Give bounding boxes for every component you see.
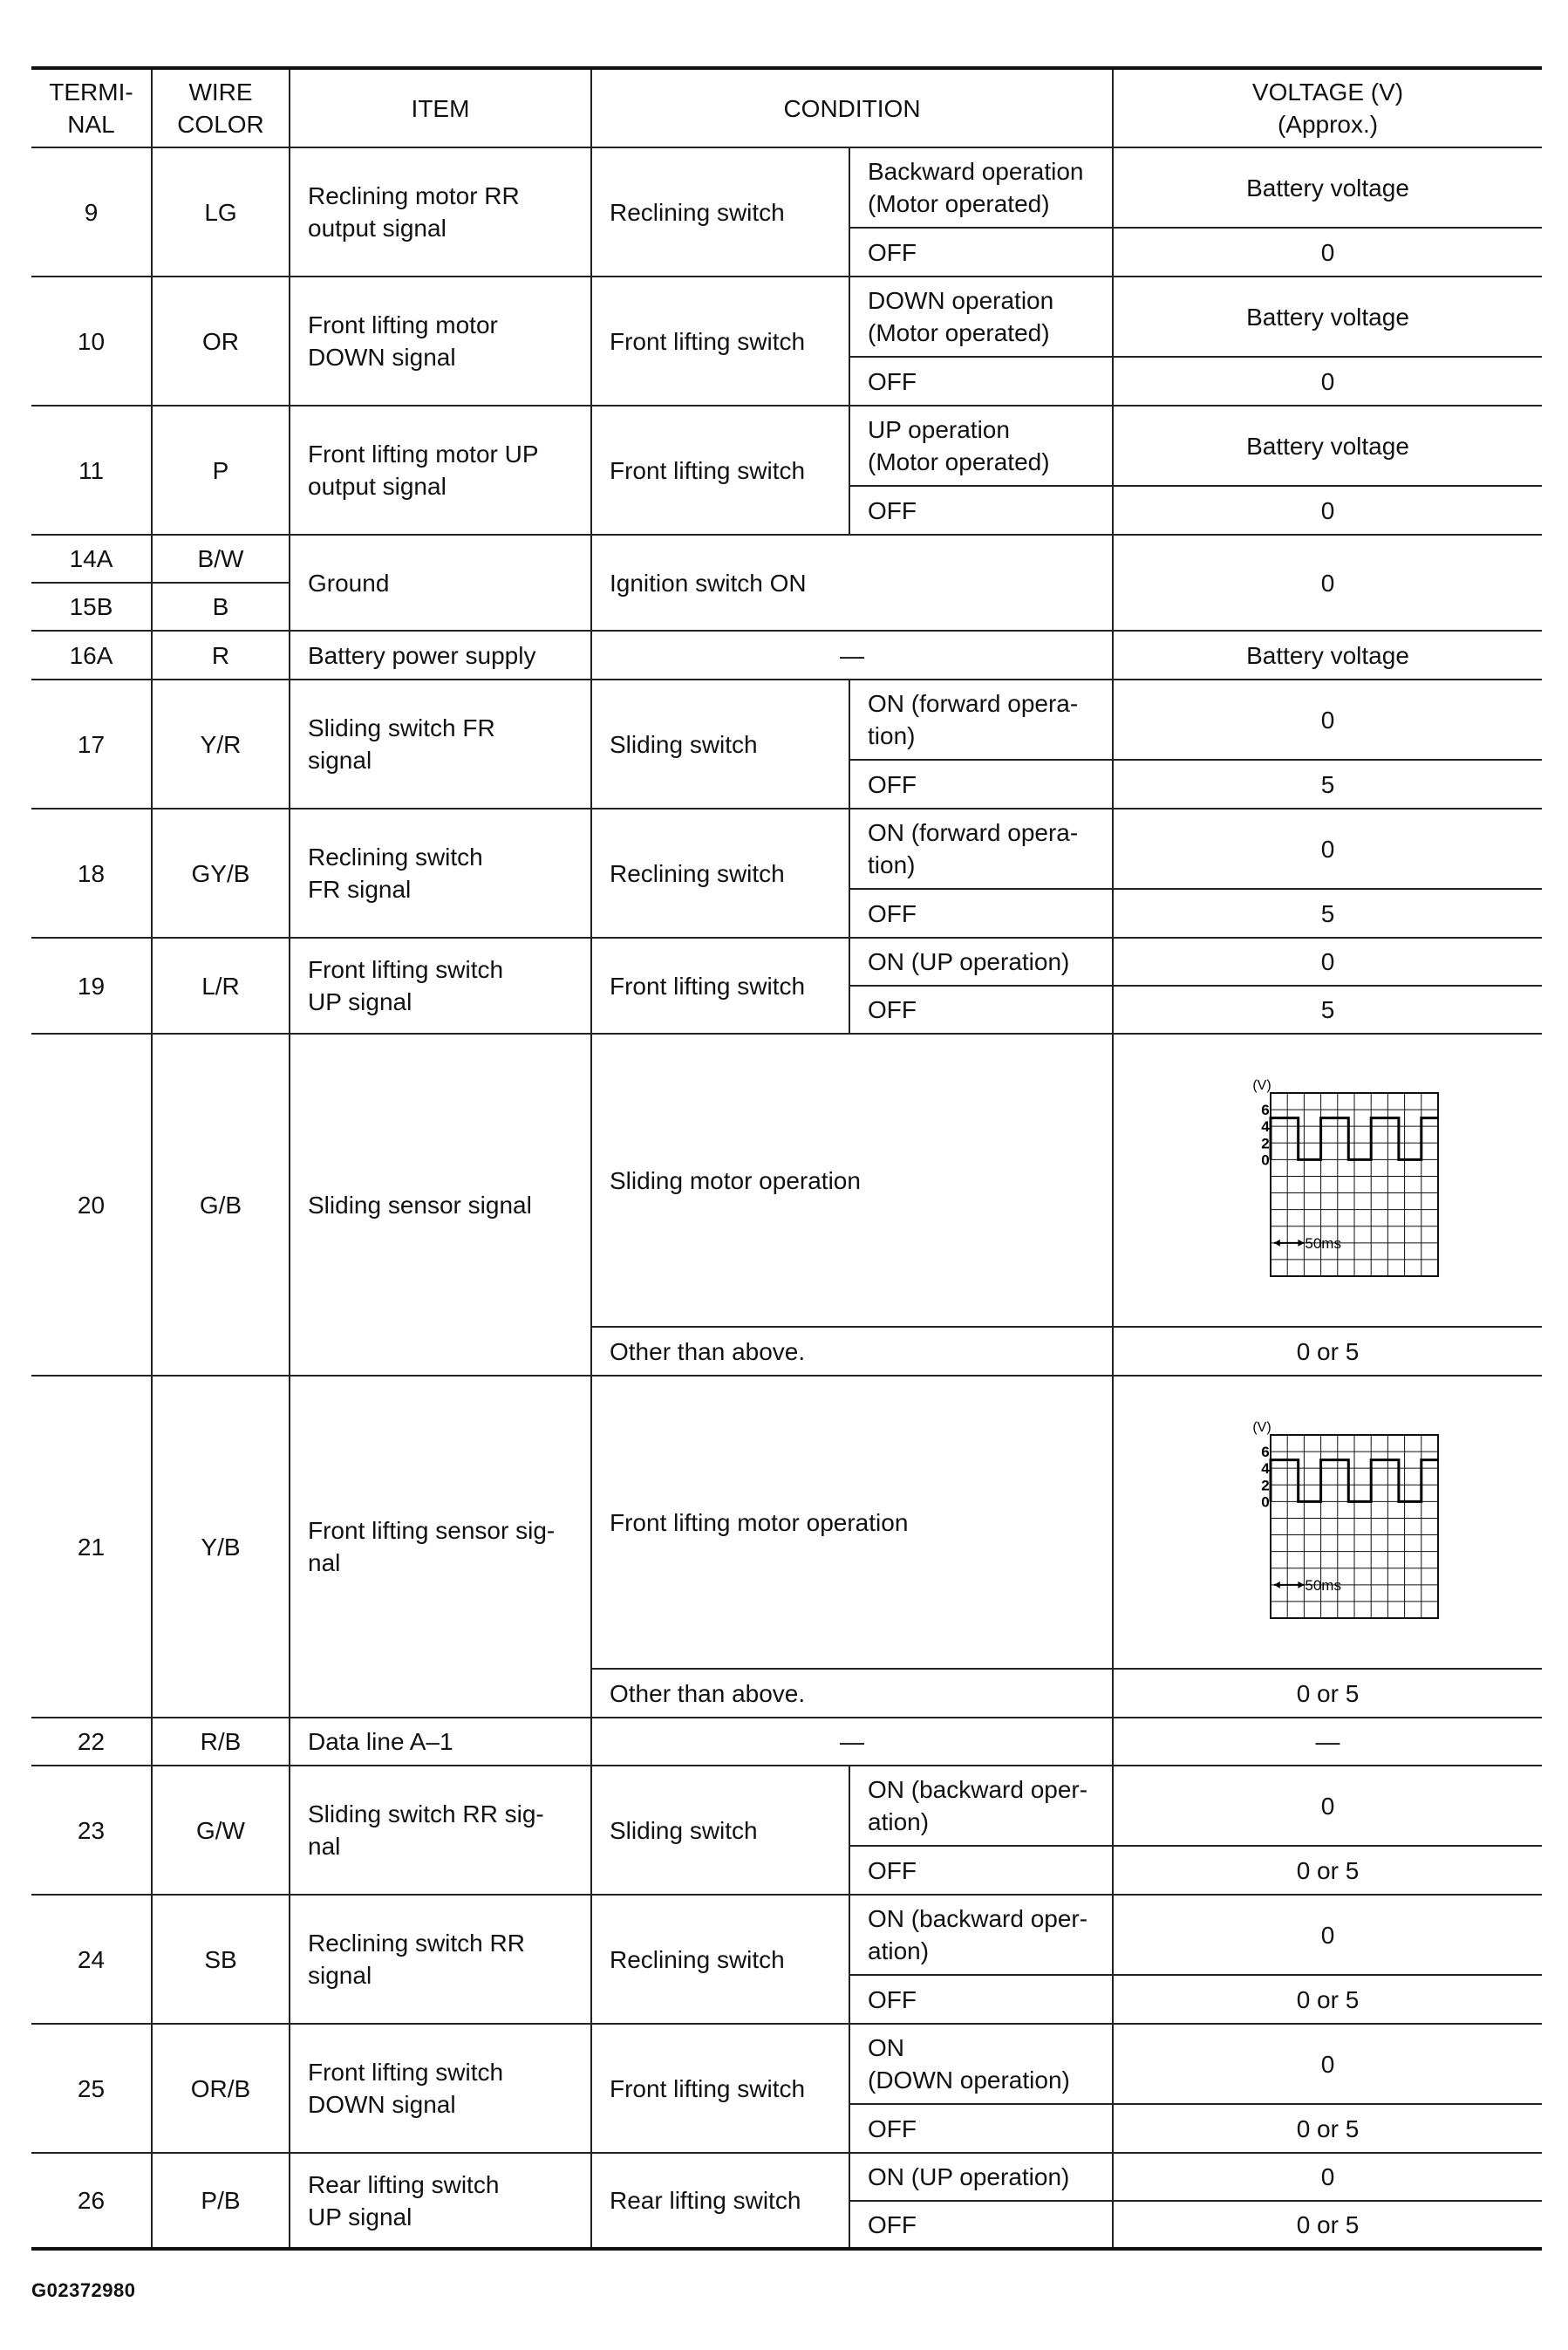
condition-state: Front lifting motor operation <box>591 1376 1113 1669</box>
y-tick-label: 6 <box>1260 1102 1270 1119</box>
terminal-number: 24 <box>31 1895 152 2024</box>
terminal-voltage-table <box>31 66 1542 2251</box>
voltage-value: 0 <box>1113 535 1542 631</box>
header-wire-color: WIRE COLOR <box>152 68 290 147</box>
condition-state: OFF <box>849 1975 1113 2024</box>
condition-switch: Front lifting switch <box>591 938 849 1034</box>
condition-switch: Front lifting switch <box>591 406 849 535</box>
condition-state: OFF <box>849 889 1113 938</box>
condition-switch: Front lifting switch <box>591 2024 849 2153</box>
item-description: Front lifting switch DOWN signal <box>290 2024 591 2153</box>
terminal-number: 26 <box>31 2153 152 2249</box>
table-row <box>31 1718 1542 1766</box>
voltage-value: 5 <box>1113 889 1542 938</box>
terminal-number: 11 <box>31 406 152 535</box>
voltage-value: 5 <box>1113 760 1542 809</box>
terminal-number: 9 <box>31 147 152 277</box>
voltage-value: Battery voltage <box>1113 147 1542 228</box>
condition-state: OFF <box>849 986 1113 1034</box>
voltage-value: 0 <box>1113 809 1542 889</box>
wire-color: G/B <box>152 1034 290 1376</box>
table-row <box>31 680 1542 760</box>
wire-color: R <box>152 631 290 680</box>
header-terminal: TERMI- NAL <box>31 68 152 147</box>
condition-state: Sliding motor operation <box>591 1034 1113 1327</box>
condition-state: — <box>591 1718 1113 1766</box>
voltage-value: 0 <box>1113 1895 1542 1975</box>
condition-state: OFF <box>849 2104 1113 2153</box>
voltage-value: 0 or 5 <box>1113 1327 1542 1376</box>
sliding-sensor-waveform <box>1197 1076 1459 1285</box>
table-row <box>31 406 1542 486</box>
item-description: Rear lifting switch UP signal <box>290 2153 591 2249</box>
item-description: Ground <box>290 535 591 631</box>
voltage-value: 0 <box>1113 228 1542 277</box>
voltage-value: — <box>1113 1718 1542 1766</box>
item-description: Reclining switch RR signal <box>290 1895 591 2024</box>
voltage-value: 0 or 5 <box>1113 1846 1542 1895</box>
y-tick-label: 0 <box>1260 1151 1270 1169</box>
terminal-number: 22 <box>31 1718 152 1766</box>
voltage-value: 0 <box>1113 2153 1542 2201</box>
voltage-value: 0 <box>1113 938 1542 986</box>
condition-state: OFF <box>849 1846 1113 1895</box>
wire-color: G/W <box>152 1766 290 1895</box>
wire-color: B/W <box>152 535 290 583</box>
condition-state: — <box>591 631 1113 680</box>
terminal-number: 16A <box>31 631 152 680</box>
figure-id: G02372980 <box>31 2279 136 2301</box>
condition-state: Ignition switch ON <box>591 535 1113 631</box>
front-lifting-sensor-waveform <box>1197 1418 1459 1627</box>
condition-state: DOWN operation (Motor operated) <box>849 277 1113 357</box>
voltage-value: 0 <box>1113 2024 1542 2104</box>
condition-state: Other than above. <box>591 1327 1113 1376</box>
voltage-value: 5 <box>1113 986 1542 1034</box>
terminal-number: 23 <box>31 1766 152 1895</box>
condition-state: ON (DOWN operation) <box>849 2024 1113 2104</box>
wire-color: L/R <box>152 938 290 1034</box>
item-description: Reclining motor RR output signal <box>290 147 591 277</box>
y-tick-label: 4 <box>1260 1118 1270 1136</box>
time-scale-label: 50ms <box>1304 1234 1341 1252</box>
condition-state: OFF <box>849 2201 1113 2249</box>
condition-switch: Reclining switch <box>591 147 849 277</box>
wire-color: GY/B <box>152 809 290 938</box>
voltage-value: Battery voltage <box>1113 406 1542 486</box>
condition-switch: Rear lifting switch <box>591 2153 849 2249</box>
waveform-cell <box>1113 1376 1542 1669</box>
y-tick-label: 6 <box>1260 1444 1270 1461</box>
y-axis-unit: (V) <box>1251 1420 1271 1435</box>
terminal-number: 18 <box>31 809 152 938</box>
voltage-value: 0 <box>1113 680 1542 760</box>
condition-state: OFF <box>849 228 1113 277</box>
condition-switch: Sliding switch <box>591 1766 849 1895</box>
condition-switch: Sliding switch <box>591 680 849 809</box>
wire-color: OR/B <box>152 2024 290 2153</box>
voltage-value: 0 or 5 <box>1113 1669 1542 1718</box>
table-row <box>31 277 1542 357</box>
wire-color: P <box>152 406 290 535</box>
time-scale-label: 50ms <box>1304 1576 1341 1594</box>
item-description: Data line A–1 <box>290 1718 591 1766</box>
y-axis-unit: (V) <box>1251 1078 1271 1093</box>
header-item: ITEM <box>290 68 591 147</box>
wire-color: P/B <box>152 2153 290 2249</box>
header-condition: CONDITION <box>591 68 1113 147</box>
table-row <box>31 147 1542 228</box>
terminal-number: 10 <box>31 277 152 406</box>
table-row <box>31 535 1542 583</box>
voltage-value: 0 or 5 <box>1113 2104 1542 2153</box>
voltage-value: 0 <box>1113 357 1542 406</box>
item-description: Sliding switch FR signal <box>290 680 591 809</box>
condition-state: Backward operation (Motor operated) <box>849 147 1113 228</box>
condition-state: Other than above. <box>591 1669 1113 1718</box>
wire-color: B <box>152 583 290 631</box>
y-tick-label: 4 <box>1260 1460 1270 1478</box>
condition-state: OFF <box>849 760 1113 809</box>
table-row <box>31 1895 1542 1975</box>
wire-color: R/B <box>152 1718 290 1766</box>
condition-state: ON (UP operation) <box>849 938 1113 986</box>
wire-color: OR <box>152 277 290 406</box>
voltage-value: 0 or 5 <box>1113 1975 1542 2024</box>
table-row <box>31 809 1542 889</box>
terminal-number: 20 <box>31 1034 152 1376</box>
condition-state: ON (forward opera- tion) <box>849 809 1113 889</box>
wire-color: Y/R <box>152 680 290 809</box>
voltage-value: 0 <box>1113 1766 1542 1846</box>
table-row <box>31 2024 1542 2104</box>
terminal-number: 25 <box>31 2024 152 2153</box>
table-row <box>31 1766 1542 1846</box>
table-row <box>31 2153 1542 2201</box>
terminal-number: 14A <box>31 535 152 583</box>
voltage-value: Battery voltage <box>1113 631 1542 680</box>
condition-state: ON (forward opera- tion) <box>849 680 1113 760</box>
header-voltage: VOLTAGE (V) (Approx.) <box>1113 68 1542 147</box>
item-description: Battery power supply <box>290 631 591 680</box>
voltage-value: 0 or 5 <box>1113 2201 1542 2249</box>
terminal-number: 15B <box>31 583 152 631</box>
y-tick-label: 2 <box>1260 1477 1270 1494</box>
table-row <box>31 1376 1542 1669</box>
y-tick-label: 2 <box>1260 1135 1270 1152</box>
voltage-value: Battery voltage <box>1113 277 1542 357</box>
condition-state: UP operation (Motor operated) <box>849 406 1113 486</box>
item-description: Sliding switch RR sig- nal <box>290 1766 591 1895</box>
condition-state: ON (UP operation) <box>849 2153 1113 2201</box>
item-description: Front lifting motor UP output signal <box>290 406 591 535</box>
terminal-number: 21 <box>31 1376 152 1718</box>
wire-color: Y/B <box>152 1376 290 1718</box>
item-description: Front lifting motor DOWN signal <box>290 277 591 406</box>
wire-color: SB <box>152 1895 290 2024</box>
condition-switch: Reclining switch <box>591 809 849 938</box>
terminal-voltage-table-page <box>31 66 1542 2251</box>
table-row <box>31 1034 1542 1327</box>
voltage-value: 0 <box>1113 486 1542 535</box>
header-row <box>31 68 1542 147</box>
condition-state: ON (backward oper- ation) <box>849 1766 1113 1846</box>
condition-state: OFF <box>849 486 1113 535</box>
y-tick-label: 0 <box>1260 1493 1270 1511</box>
terminal-number: 19 <box>31 938 152 1034</box>
terminal-number: 17 <box>31 680 152 809</box>
item-description: Sliding sensor signal <box>290 1034 591 1376</box>
condition-state: OFF <box>849 357 1113 406</box>
condition-state: ON (backward oper- ation) <box>849 1895 1113 1975</box>
item-description: Front lifting sensor sig- nal <box>290 1376 591 1718</box>
condition-switch: Front lifting switch <box>591 277 849 406</box>
item-description: Front lifting switch UP signal <box>290 938 591 1034</box>
table-row <box>31 938 1542 986</box>
item-description: Reclining switch FR signal <box>290 809 591 938</box>
table-row <box>31 631 1542 680</box>
wire-color: LG <box>152 147 290 277</box>
waveform-cell <box>1113 1034 1542 1327</box>
condition-switch: Reclining switch <box>591 1895 849 2024</box>
